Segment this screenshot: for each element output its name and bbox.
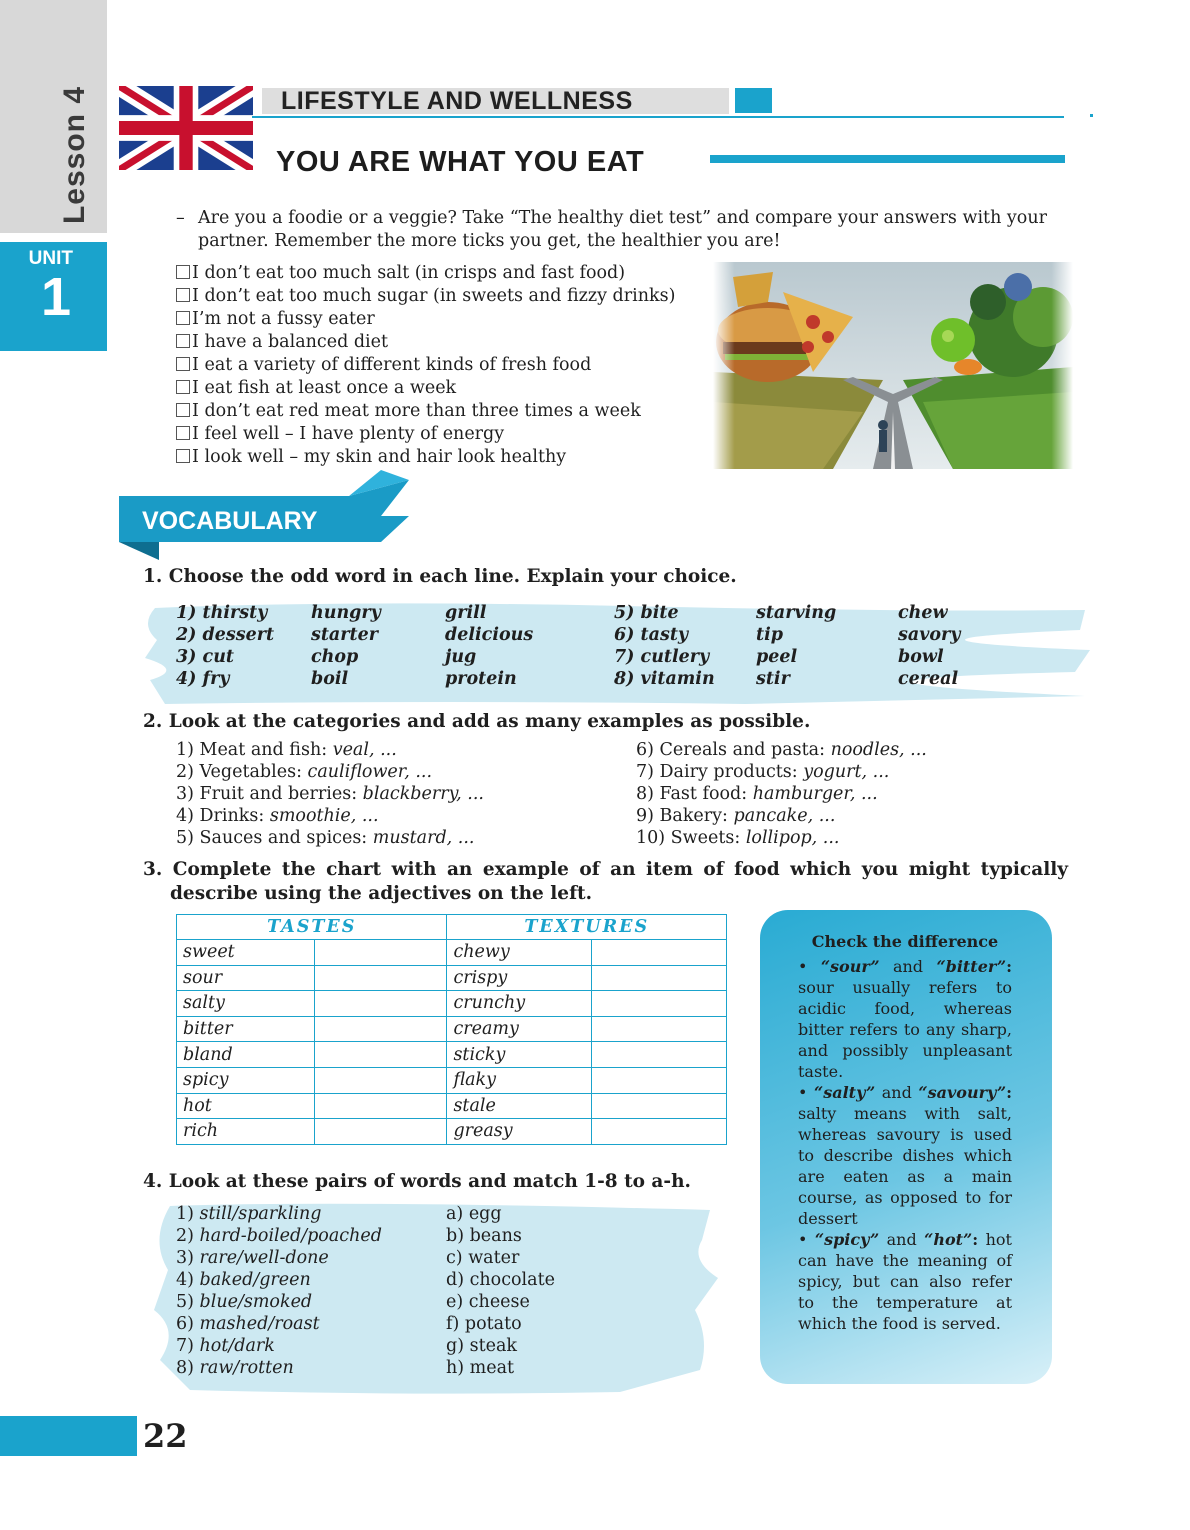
checklist-item[interactable]: I have a balanced diet bbox=[176, 331, 736, 354]
checklist-item[interactable]: I feel well – I have plenty of energy bbox=[176, 423, 736, 446]
table-row: bland sticky bbox=[177, 1042, 727, 1068]
table-row: hot stale bbox=[177, 1093, 727, 1119]
list-item: a) egg bbox=[446, 1204, 502, 1224]
answer-cell[interactable] bbox=[592, 965, 727, 991]
list-item: 8) Fast food: hamburger, ... bbox=[636, 784, 878, 804]
match-list-right bbox=[446, 1203, 555, 1379]
answer-cell[interactable] bbox=[314, 1016, 447, 1042]
task-2-title: 2. Look at the categories and add as many examples as possible. bbox=[143, 711, 811, 732]
list-item: 3) rare/well-done bbox=[176, 1248, 329, 1268]
checkbox[interactable] bbox=[176, 357, 190, 371]
list-item: 6) Cereals and pasta: noodles, ... bbox=[636, 740, 927, 760]
checkbox[interactable] bbox=[176, 426, 190, 440]
list-item: 2) Vegetables: cauliflower, ... bbox=[176, 762, 433, 782]
list-item: c) water bbox=[446, 1248, 520, 1268]
checkbox[interactable] bbox=[176, 403, 190, 417]
checklist-item[interactable]: I look well – my skin and hair look healthy bbox=[176, 446, 736, 469]
check-the-difference-content bbox=[798, 931, 1012, 1334]
answer-cell[interactable] bbox=[314, 1067, 447, 1093]
checkbox[interactable] bbox=[176, 311, 190, 325]
checklist-item[interactable]: I eat a variety of different kinds of fresh food bbox=[176, 354, 736, 377]
answer-cell[interactable] bbox=[592, 991, 727, 1017]
table-row: bitter creamy bbox=[177, 1016, 727, 1042]
table-row: sour crispy bbox=[177, 965, 727, 991]
match-list-left bbox=[176, 1203, 382, 1379]
list-item: d) chocolate bbox=[446, 1270, 555, 1290]
page-title: YOU ARE WHAT YOU EAT bbox=[276, 146, 645, 178]
task-3-title: 3. Complete the chart with an example of an item of food which you might typically describe using the adjectives on the left. bbox=[143, 859, 1068, 904]
checklist-item[interactable]: I’m not a fussy eater bbox=[176, 308, 736, 331]
table-row: rich greasy bbox=[177, 1119, 727, 1145]
crossroads-food-illustration bbox=[713, 262, 1073, 469]
list-item: b) beans bbox=[446, 1226, 522, 1246]
list-item: 8) raw/rotten bbox=[176, 1358, 294, 1378]
list-item: 1) still/sparkling bbox=[176, 1204, 322, 1224]
table-row: salty crunchy bbox=[177, 991, 727, 1017]
list-item: f) potato bbox=[446, 1314, 522, 1334]
answer-cell[interactable] bbox=[592, 940, 727, 966]
list-item: 5) blue/smoked bbox=[176, 1292, 313, 1312]
lesson-label: Lesson 4 bbox=[58, 85, 91, 225]
checklist-item[interactable]: I don’t eat red meat more than three times a week bbox=[176, 400, 736, 423]
list-item: 9) Bakery: pancake, ... bbox=[636, 806, 836, 826]
answer-cell[interactable] bbox=[592, 1016, 727, 1042]
tastes-textures-chart bbox=[176, 914, 727, 1145]
list-item: 7) hot/dark bbox=[176, 1336, 275, 1356]
answer-cell[interactable] bbox=[314, 940, 447, 966]
answer-cell[interactable] bbox=[592, 1067, 727, 1093]
checklist-item[interactable]: I don’t eat too much salt (in crisps and fast food) bbox=[176, 262, 736, 285]
table-row: sweet chewy bbox=[177, 940, 727, 966]
list-item: h) meat bbox=[446, 1358, 515, 1378]
vocabulary-heading: VOCABULARY bbox=[142, 507, 318, 535]
task-1-title: 1. Choose the odd word in each line. Explain your choice. bbox=[143, 566, 737, 587]
table-row: spicy flaky bbox=[177, 1067, 727, 1093]
list-item: 4) Drinks: smoothie, ... bbox=[176, 806, 379, 826]
answer-cell[interactable] bbox=[314, 1042, 447, 1068]
intro-paragraph bbox=[176, 207, 1076, 253]
answer-cell[interactable] bbox=[592, 1042, 727, 1068]
list-item: 10) Sweets: lollipop, ... bbox=[636, 828, 840, 848]
list-item: 4) baked/green bbox=[176, 1270, 311, 1290]
answer-cell[interactable] bbox=[314, 1119, 447, 1145]
difference-title: Check the difference bbox=[811, 932, 999, 951]
checkbox[interactable] bbox=[176, 334, 190, 348]
list-item: g) steak bbox=[446, 1336, 517, 1356]
checklist-item[interactable]: I eat fish at least once a week bbox=[176, 377, 736, 400]
checkbox[interactable] bbox=[176, 288, 190, 302]
unit-tab bbox=[0, 242, 107, 351]
unit-number: 1 bbox=[40, 267, 71, 327]
category-list-left bbox=[176, 739, 484, 849]
answer-cell[interactable] bbox=[592, 1119, 727, 1145]
page-number: 22 bbox=[143, 1417, 188, 1455]
tastes-header: TASTES bbox=[177, 915, 447, 940]
list-item: 5) Sauces and spices: mustard, ... bbox=[176, 828, 475, 848]
page-number-bar bbox=[0, 1416, 137, 1456]
intro-dash: – bbox=[176, 208, 185, 228]
list-item: 6) mashed/roast bbox=[176, 1314, 320, 1334]
difference-item: • “salty” and “savoury”: salty means with salt, whereas savoury is used to describe dishes which are eaten as a main course, as opposed to for dessert bbox=[798, 1083, 1013, 1228]
list-item: 3) Fruit and berries: blackberry, ... bbox=[176, 784, 484, 804]
answer-cell[interactable] bbox=[314, 1093, 447, 1119]
header-accent-square bbox=[735, 88, 772, 113]
intro-text: Are you a foodie or a veggie? Take “The healthy diet test” and compare your answers with your partner. Remember the more ticks you get, the healthier you are! bbox=[198, 208, 1047, 251]
healthy-diet-checklist bbox=[176, 262, 736, 469]
answer-cell[interactable] bbox=[314, 965, 447, 991]
list-item: 2) hard-boiled/poached bbox=[176, 1226, 382, 1246]
task-4-title: 4. Look at these pairs of words and match 1-8 to a-h. bbox=[143, 1171, 691, 1192]
checkbox[interactable] bbox=[176, 265, 190, 279]
list-item: e) cheese bbox=[446, 1292, 530, 1312]
header-dot bbox=[1090, 114, 1093, 117]
textures-header: TEXTURES bbox=[447, 915, 727, 940]
checkbox[interactable] bbox=[176, 380, 190, 394]
checkbox[interactable] bbox=[176, 449, 190, 463]
difference-item: • “sour” and “bitter”: sour usually refers to acidic food, whereas bitter refers to any sharp, and possibly unpleasant taste. bbox=[798, 957, 1012, 1081]
header-rule bbox=[252, 116, 1064, 118]
answer-cell[interactable] bbox=[314, 991, 447, 1017]
unit-label: UNIT bbox=[28, 248, 73, 269]
title-rule bbox=[710, 155, 1065, 163]
topic-title: LIFESTYLE AND WELLNESS bbox=[281, 87, 633, 115]
list-item: 1) Meat and fish: veal, ... bbox=[176, 740, 397, 760]
union-jack-flag-icon bbox=[119, 86, 253, 170]
list-item: 7) Dairy products: yogurt, ... bbox=[636, 762, 890, 782]
category-list-right bbox=[636, 739, 927, 849]
checklist-item[interactable]: I don’t eat too much sugar (in sweets and fizzy drinks) bbox=[176, 285, 736, 308]
answer-cell[interactable] bbox=[592, 1093, 727, 1119]
difference-item: • “spicy” and “hot”: hot can have the meaning of spicy, but can also refer to the temperature at which the food is served. bbox=[798, 1230, 1012, 1333]
